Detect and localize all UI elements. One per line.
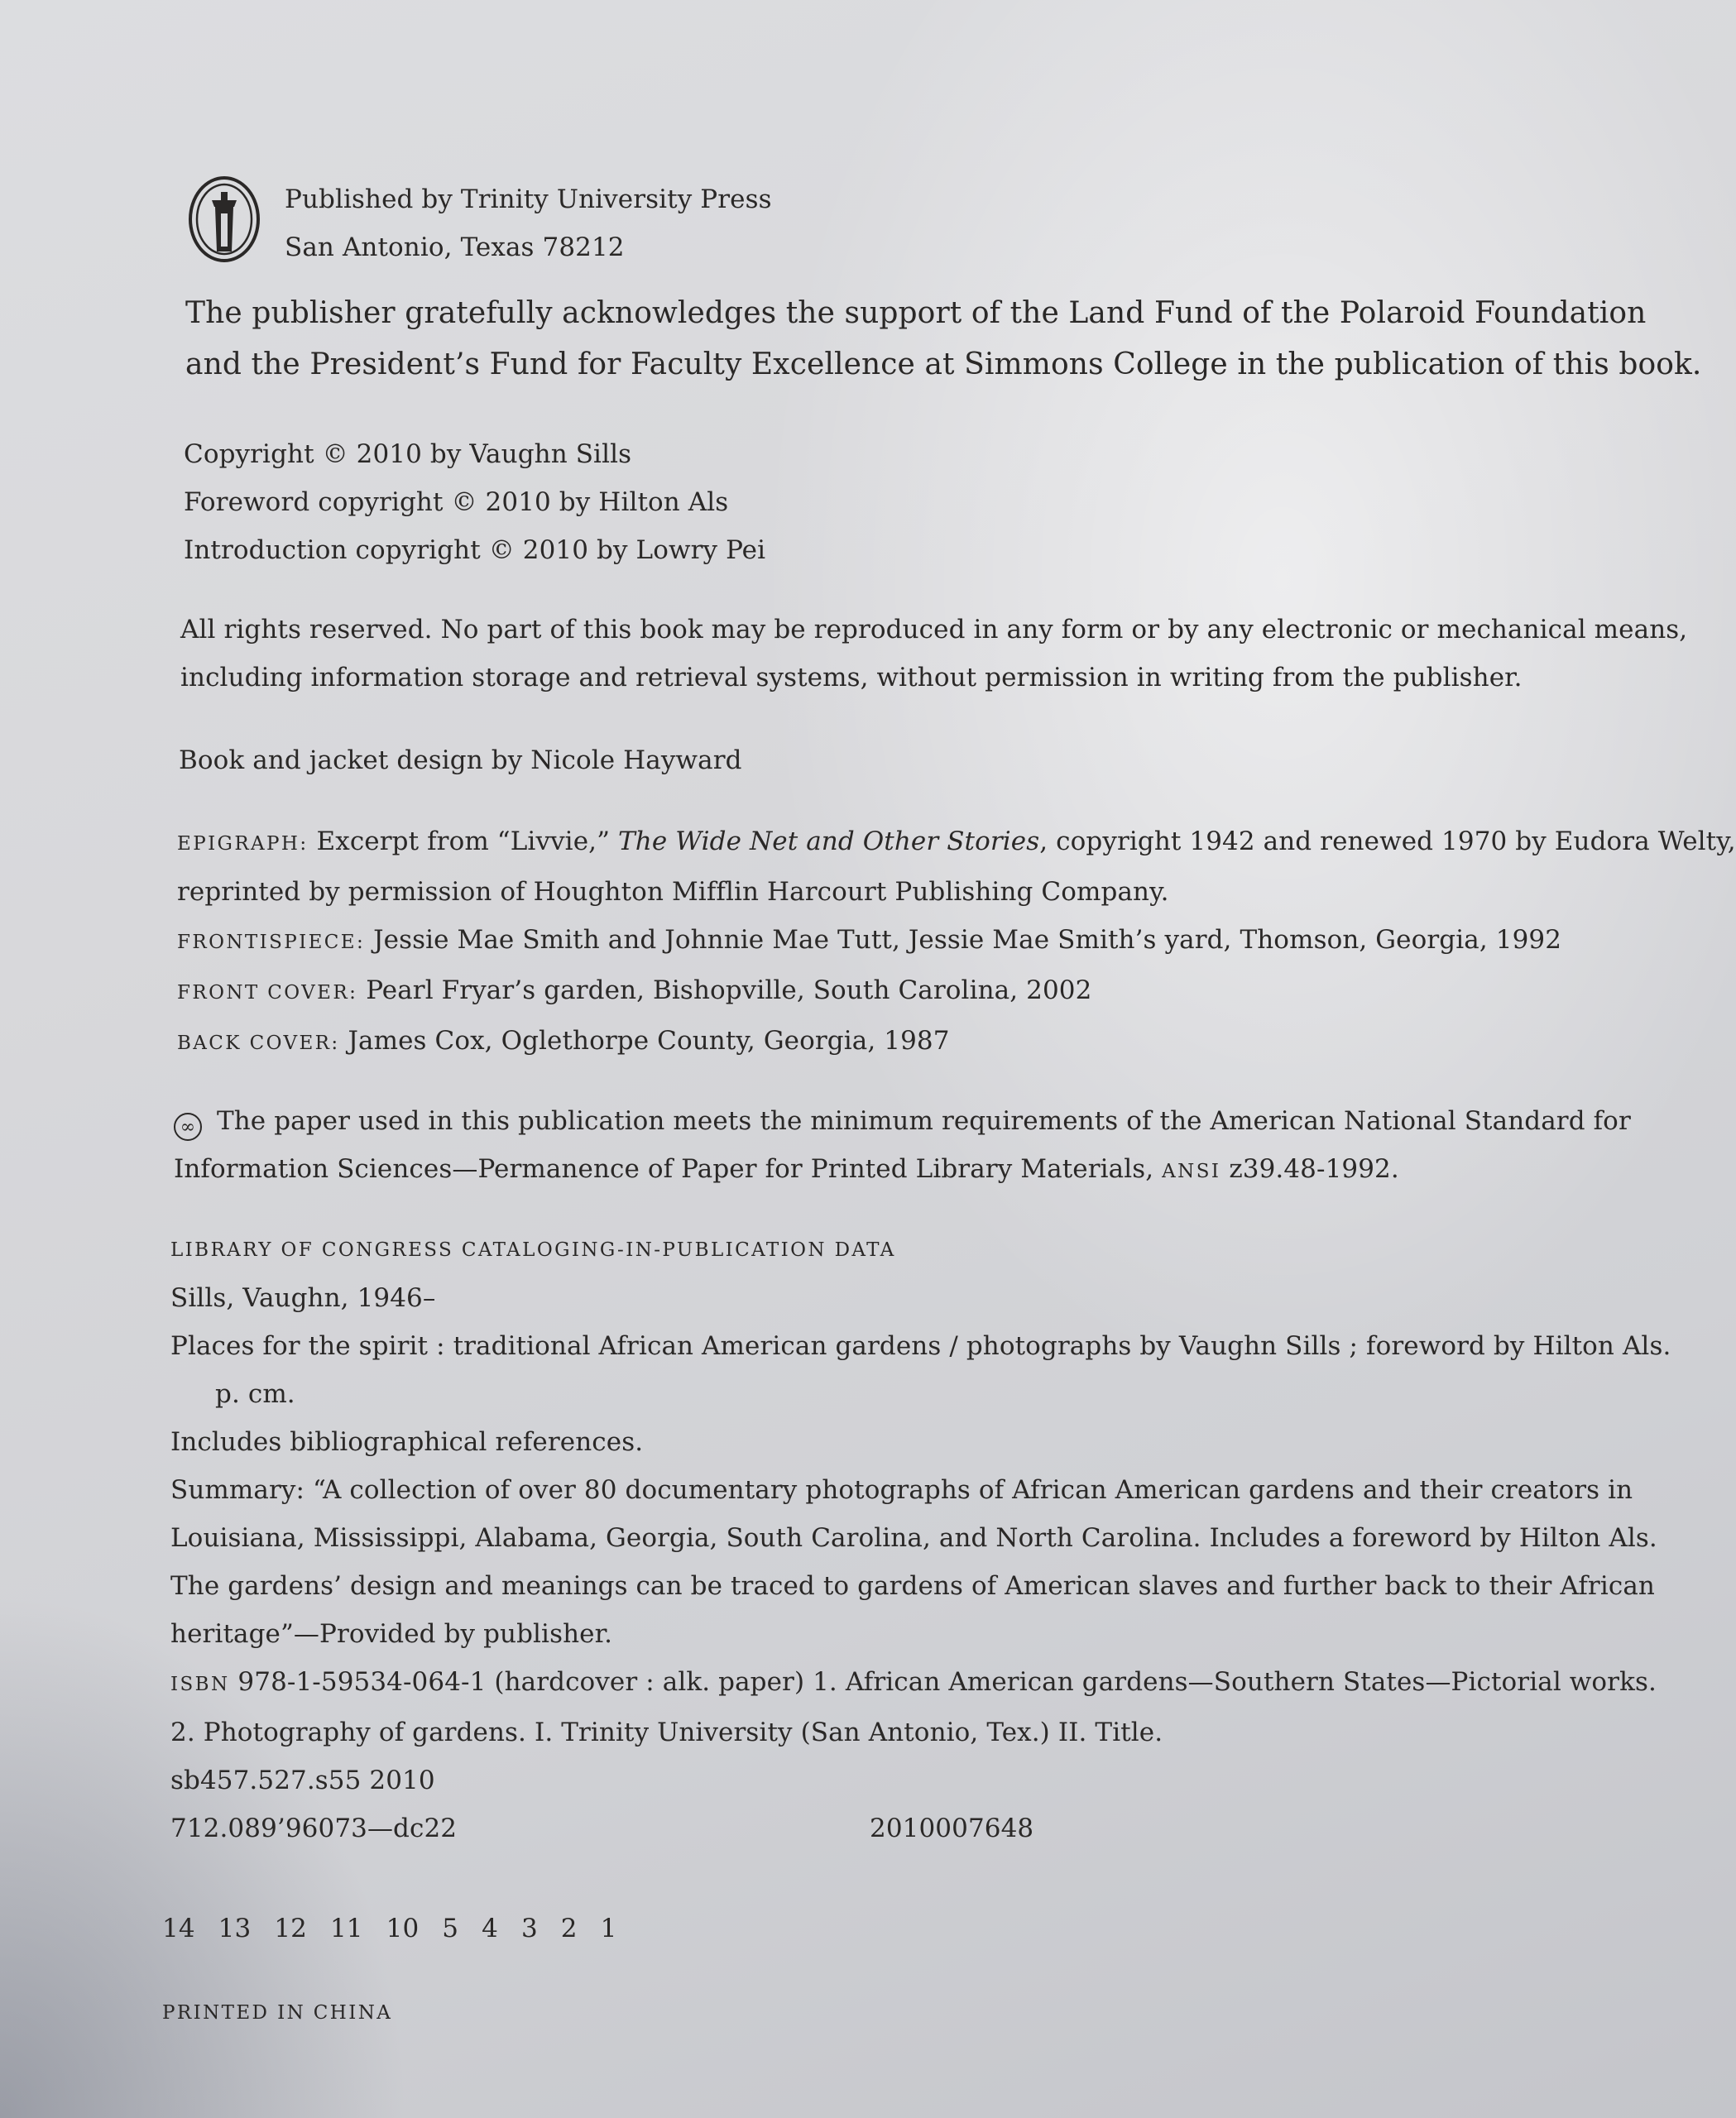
infinity-icon: ∞ [174, 1113, 202, 1141]
cip-pages: p. cm. [215, 1379, 295, 1409]
printing-number: 1 [600, 1914, 617, 1943]
copyright-line: Introduction copyright © 2010 by Lowry Pei [184, 535, 766, 565]
rights-line: All rights reserved. No part of this book may be reproduced in any form or by any electronic or mechanical means, [180, 615, 1688, 645]
cip-dewey: 712.089’96073—dc22 [170, 1814, 458, 1843]
cip-bibliography: Includes bibliographical references. [170, 1427, 644, 1457]
tower-logo-icon [187, 175, 261, 263]
design-credit [179, 736, 1552, 784]
publisher-header [187, 175, 772, 271]
frontispiece-credit: FRONTISPIECE: Jessie Mae Smith and Johnnie Mae Tutt, Jessie Mae Smith’s yard, Thomson, Georgia, 1992 [177, 925, 1562, 955]
cip-subjects: 2. Photography of gardens. I. Trinity University (San Antonio, Tex.) II. Title. [170, 1718, 1163, 1747]
publisher-name: Published by Trinity University Press [285, 184, 772, 214]
printing-number: 12 [274, 1914, 307, 1943]
printing-number: 11 [329, 1914, 363, 1943]
cip-data [170, 1226, 1671, 1852]
epigraph-credit-line2: reprinted by permission of Houghton Mifflin Harcourt Publishing Company. [177, 877, 1169, 907]
cip-classification-row [170, 1804, 1544, 1852]
printed-in [162, 1989, 1536, 2037]
front-cover-label: FRONT COVER: [177, 982, 358, 1004]
cip-author: Sills, Vaughn, 1946– [170, 1283, 436, 1313]
publisher-info [285, 175, 772, 271]
cip-summary-line: heritage”—Provided by publisher. [170, 1619, 613, 1649]
cip-lc-class: sb457.527.s55 2010 [170, 1766, 435, 1795]
copyright-line: Copyright © 2010 by Vaughn Sills [184, 439, 632, 469]
printed-in-line: PRINTED IN CHINA [162, 2002, 393, 2024]
cip-isbn: ISBN 978-1-59534-064-1 (hardcover : alk. paper) 1. African American gardens—Southern States—Pictorial works. [170, 1667, 1657, 1697]
printing-number: 10 [386, 1914, 420, 1943]
acknowledgment [185, 288, 1702, 391]
isbn-label: ISBN [170, 1674, 230, 1695]
back-cover-label: BACK COVER: [177, 1033, 340, 1054]
epigraph-credit: EPIGRAPH: Excerpt from “Livvie,” The Wide Net and Other Stories, copyright 1942 and renewed 1970 by Eudora Welty, [177, 827, 1736, 856]
cip-lccn: 2010007648 [870, 1814, 1034, 1843]
printing-number: 13 [218, 1914, 252, 1943]
printing-number: 4 [482, 1914, 498, 1943]
acknowledgment-line: The publisher gratefully acknowledges the support of the Land Fund of the Polaroid Foundation [185, 296, 1647, 330]
publisher-location: San Antonio, Texas 78212 [285, 232, 625, 262]
printing-numbers [162, 1905, 1536, 1953]
printing-line [162, 1905, 1536, 1953]
cip-heading: LIBRARY OF CONGRESS CATALOGING-IN-PUBLICATION DATA [170, 1239, 896, 1261]
front-cover-credit: FRONT COVER: Pearl Fryar’s garden, Bishopville, South Carolina, 2002 [177, 975, 1092, 1005]
rights-reserved [180, 606, 1688, 702]
cip-summary-line: The gardens’ design and meanings can be traced to gardens of American slaves and further back to their African [170, 1571, 1655, 1601]
copyright-notices [184, 430, 1557, 574]
design-credit-line: Book and jacket design by Nicole Hayward [179, 745, 742, 775]
printing-number: 5 [442, 1914, 459, 1943]
epigraph-label: EPIGRAPH: [177, 833, 309, 855]
frontispiece-label: FRONTISPIECE: [177, 932, 366, 953]
epigraph-book-title: The Wide Net and Other Stories [618, 827, 1040, 856]
rights-line: including information storage and retrieval systems, without permission in writing from the publisher. [180, 663, 1523, 692]
paper-permanence [174, 1097, 1631, 1196]
printing-number: 3 [520, 1914, 538, 1943]
copyright-line: Foreword copyright © 2010 by Hilton Als [184, 487, 729, 517]
cip-summary-line: Louisiana, Mississippi, Alabama, Georgia, South Carolina, and North Carolina. Includes a foreword by Hilton Als. [170, 1523, 1657, 1553]
image-credits [177, 817, 1736, 1067]
cip-title: Places for the spirit : traditional African American gardens / photographs by Vaughn Sills ; foreword by Hilton Als. [170, 1331, 1671, 1361]
back-cover-credit: BACK COVER: James Cox, Oglethorpe County, Georgia, 1987 [177, 1026, 950, 1056]
printing-number: 2 [560, 1914, 578, 1943]
printing-number: 14 [162, 1914, 195, 1943]
paper-line: Information Sciences—Permanence of Paper for Printed Library Materials, ANSI z39.48-1992. [174, 1154, 1399, 1184]
paper-line: ∞ The paper used in this publication meets the minimum requirements of the American National Standard for [174, 1097, 1547, 1145]
cip-summary-line: Summary: “A collection of over 80 documentary photographs of African American gardens and their creators in [170, 1475, 1633, 1505]
acknowledgment-line: and the President’s Fund for Faculty Excellence at Simmons College in the publication of this book. [185, 347, 1702, 381]
